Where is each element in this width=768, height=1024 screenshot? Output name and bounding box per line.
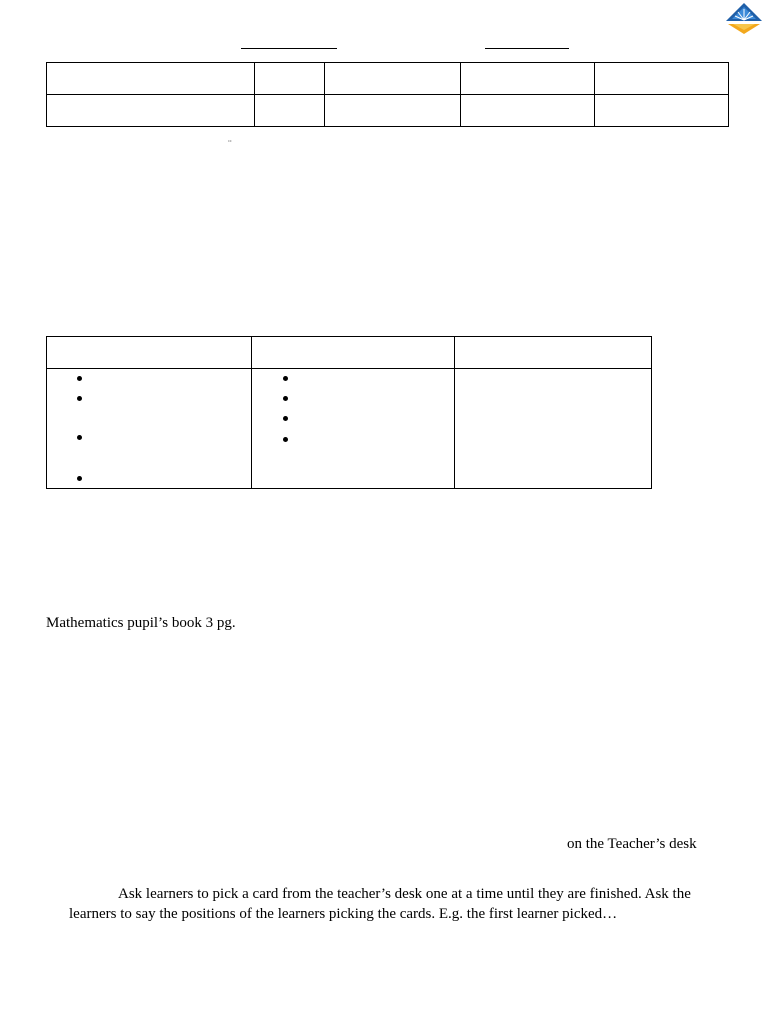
bullet-point <box>77 476 82 481</box>
competency-header-row <box>47 337 652 369</box>
blank-field-2 <box>485 48 569 49</box>
bullet-point <box>283 376 288 381</box>
activity-line-2: learners to say the positions of the learners picking the cards. E.g. the first learner picked… <box>69 906 618 922</box>
blank-field-1 <box>241 48 337 49</box>
competency-header-cell <box>252 337 455 369</box>
info-cell <box>255 63 325 95</box>
bullet-point <box>283 416 288 421</box>
competency-header-cell <box>47 337 252 369</box>
info-cell <box>47 95 255 127</box>
competency-body-cell <box>47 369 252 489</box>
competency-table <box>46 336 652 489</box>
competency-body-cell <box>252 369 455 489</box>
info-table <box>46 62 729 127</box>
info-table-row <box>47 63 729 95</box>
bullet-point <box>283 437 288 442</box>
competency-header-cell <box>455 337 652 369</box>
competency-body-cell <box>455 369 652 489</box>
info-cell <box>594 63 728 95</box>
info-cell <box>460 63 594 95</box>
stray-mark: ¨ <box>228 138 232 150</box>
bullet-point <box>77 435 82 440</box>
bullet-point <box>77 396 82 401</box>
reference-text: Mathematics pupil’s book 3 pg. <box>46 615 236 631</box>
info-table-row <box>47 95 729 127</box>
activity-line-1: Ask learners to pick a card from the teacher’s desk one at a time until they are finished. Ask the <box>118 886 691 902</box>
materials-note: on the Teacher’s desk <box>567 836 697 852</box>
bullet-point <box>77 376 82 381</box>
info-cell <box>47 63 255 95</box>
bullet-point <box>283 396 288 401</box>
info-cell <box>594 95 728 127</box>
info-cell <box>255 95 325 127</box>
publisher-logo-icon <box>724 2 764 36</box>
info-cell <box>460 95 594 127</box>
info-cell <box>325 95 460 127</box>
info-cell <box>325 63 460 95</box>
competency-body-row <box>47 369 652 489</box>
